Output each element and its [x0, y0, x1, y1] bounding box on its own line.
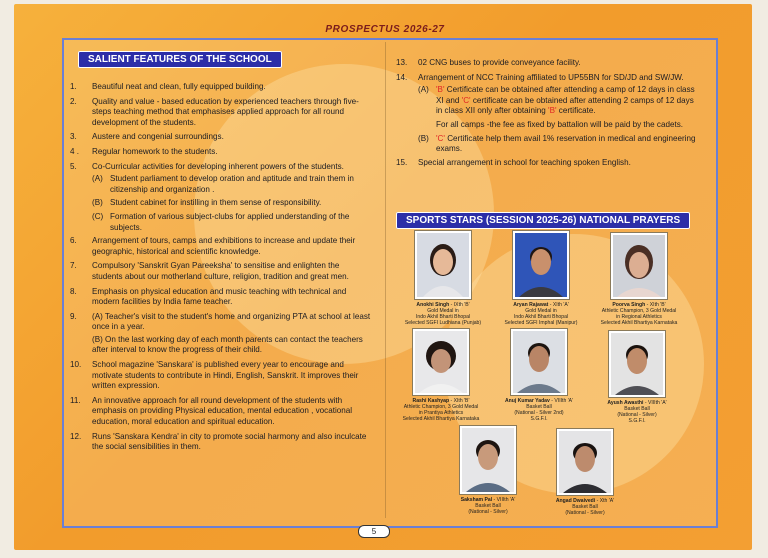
student-photo	[459, 425, 517, 495]
list-item: 5. Co-Curricular activities for developing inherent powers of the students.	[70, 161, 344, 171]
student-photo	[412, 328, 470, 396]
student-photo	[414, 230, 472, 300]
ncc-camps-note: For all camps -the fee as fixed by battalion will be paid by the cadets.	[436, 119, 683, 129]
page-number: 5	[358, 525, 390, 538]
sub-item: (B) On the last working day of each month parents can contact the teachers after interval to know the progress of their child.	[92, 334, 363, 355]
sub-item: (B) Student cabinet for instilling in them sense of responsibility.	[92, 198, 322, 208]
list-item: 10. School magazine 'Sanskara' is published every year to encourage and motivate students to contribute in Hindi, English, Sanskrit. It improves their written expression.	[70, 360, 359, 391]
list-item: 9. (A) Teacher's visit to the student's home and organizing PTA at school at least once in a year.	[70, 311, 371, 332]
student-photo	[610, 232, 668, 300]
list-item: 7. Compulsory 'Sanskrit Gyan Pareeksha' to sensitise and enlighten the students about our motherland culture, religion, tradition and great men.	[70, 261, 349, 281]
list-item: 3. Austere and congenial surroundings.	[70, 132, 224, 142]
student-photo	[510, 328, 568, 396]
list-item: 15. Special arrangement in school for teaching spoken English.	[396, 157, 631, 167]
sports-star-card: Ayush Awasthi - VIIIth 'A' Basket Ball (National - Silver) S.G.F.I.	[587, 330, 687, 424]
sports-stars-heading: SPORTS STARS (SESSION 2025-26) NATIONAL PRAYERS	[396, 212, 690, 229]
salient-features-list	[70, 82, 372, 457]
list-item: 6. Arrangement of tours, camps and exhibitions to increase and update their geographic, historical and scientific knowledge.	[70, 236, 356, 256]
list-item: 8. Emphasis on physical education and music teaching with technical and modern facilities by India fame teacher.	[70, 286, 347, 307]
list-item: 2. Quality and value - based education by experienced teachers through five-steps teaching method that emphasises applied approach for all round development of the students.	[70, 96, 359, 127]
sports-star-card: Aryan Rajawat - XIth 'A' Gold Medal in Indo Akhil Bharti Bhopal Selected SGFI Imphal (Manipur)	[491, 230, 591, 326]
sub-item: (C) Formation of various subject-clubs for applied understanding of the subjects.	[92, 211, 350, 232]
sub-list	[70, 174, 372, 233]
sports-star-card: Poorva Singh - XIth 'B' Athletic Champion, 3 Gold Medal in Regional Athletics Selected Akhil Bhartiya Karnataka	[589, 232, 689, 326]
student-photo	[556, 428, 614, 496]
list-item: 4 . Regular homework to the students.	[70, 146, 218, 156]
student-photo	[512, 230, 570, 300]
ncc-list	[396, 58, 696, 172]
column-divider	[385, 42, 386, 518]
sub-item: (A) Student parliament to develop oration and aptitude and train them in citizenship and organization .	[92, 174, 354, 194]
ncc-sub-item-b: (B) 'C' Certificate help them avail 1% reservation in medical and engineering exams.	[418, 133, 696, 154]
list-item: 12. Runs 'Sanskara Kendra' in city to promote social harmony and also inculcate the social sensibilities in them.	[70, 431, 367, 452]
list-item: 14. Arrangement of NCC Training affiliated to UP55BN for SD/JD and SW/JW.	[396, 72, 684, 82]
sports-star-card: Anuj Kumar Yadav - VIIIth 'A' Basket Ball (National - Silver 2nd) S.G.F.I.	[489, 328, 589, 422]
list-item: 13. 02 CNG buses to provide conveyance facility.	[396, 58, 581, 67]
sports-star-card: Saksham Pal - VIIIth 'A' Basket Ball (National - Silver)	[438, 425, 538, 515]
sports-star-card: Rashi Kashyap - XIth 'B' Athletic Champion, 3 Gold Medal in Prantiya Athletics Selected Akhil Bhartiya Karnataka	[391, 328, 491, 422]
sports-star-card: Anokhi Singh - IXth 'B' Gold Medal in Indo Akhil Bharti Bhopal Selected SGFI Ludhiana (Punjab)	[393, 230, 493, 326]
student-photo	[608, 330, 666, 398]
list-item: 11. An innovative approach for all round development of the students with emphasis on providing Physical education, mental education , vocational education, moral education and spiritual education.	[70, 395, 353, 427]
list-item: 1. Beautiful neat and clean, fully equipped building.	[70, 82, 266, 91]
salient-features-heading: SALIENT FEATURES OF THE SCHOOL	[78, 51, 282, 68]
ncc-sub-list	[396, 85, 696, 155]
prospectus-title: PROSPECTUS 2026-27	[325, 24, 445, 35]
sports-star-card: Angad Dwaivedi - Xth 'A' Basket Ball (National - Silver)	[535, 428, 635, 516]
ncc-sub-item-a: (A) 'B' Certificate can be obtained after attending a camp of 12 days in class XI and 'C' certificate can be obtained after attending 2 camps of 12 days in class XII only after obtaining 'B' certificate.	[418, 85, 695, 116]
